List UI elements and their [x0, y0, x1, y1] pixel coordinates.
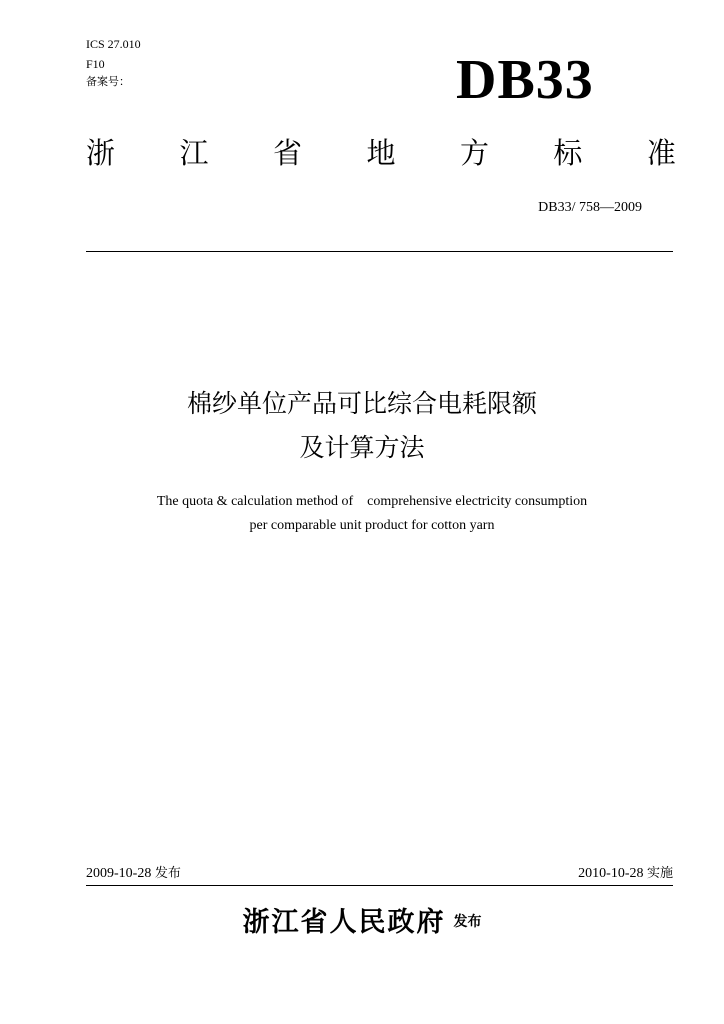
- issuer-suffix: 发布: [453, 914, 482, 930]
- implement-date-block: [553, 866, 673, 882]
- standard-type-heading: [86, 136, 676, 170]
- issue-date-block: [86, 866, 181, 882]
- standard-type-char: 准: [646, 136, 676, 170]
- standard-type-char: 江: [179, 136, 209, 170]
- title-chinese-line1: 棉纱单位产品可比综合电耗限额: [186, 389, 537, 418]
- issue-label: 发布: [154, 866, 181, 881]
- record-number-label: 备案号：: [86, 75, 130, 88]
- bottom-divider: [86, 885, 673, 886]
- standard-type-char: 浙: [86, 136, 116, 170]
- issuer-name: 浙江省人民政府: [242, 907, 446, 938]
- title-chinese-line2: 及计算方法: [299, 433, 425, 462]
- standard-type-char: 方: [459, 136, 489, 170]
- standard-type-char: 省: [272, 136, 302, 170]
- title-english-line1: The quota & calculation method of comprehensive electricity consumption: [156, 494, 588, 509]
- issuer-block: [0, 906, 724, 940]
- title-english-line2: per comparable unit product for cotton yarn: [249, 518, 495, 533]
- standard-logo: DB33: [456, 49, 594, 111]
- standard-type-char: 地: [366, 136, 396, 170]
- implement-label: 实施: [646, 866, 673, 881]
- classification-code: F10: [86, 57, 105, 71]
- implement-date: 2010-10-28: [578, 866, 644, 881]
- ics-code: ICS 27.010: [86, 37, 141, 51]
- standard-type-char: 标: [553, 136, 583, 170]
- top-divider: [86, 251, 673, 252]
- issue-date: 2009-10-28: [86, 866, 152, 881]
- standard-number: DB33/ 758—2009: [538, 200, 642, 215]
